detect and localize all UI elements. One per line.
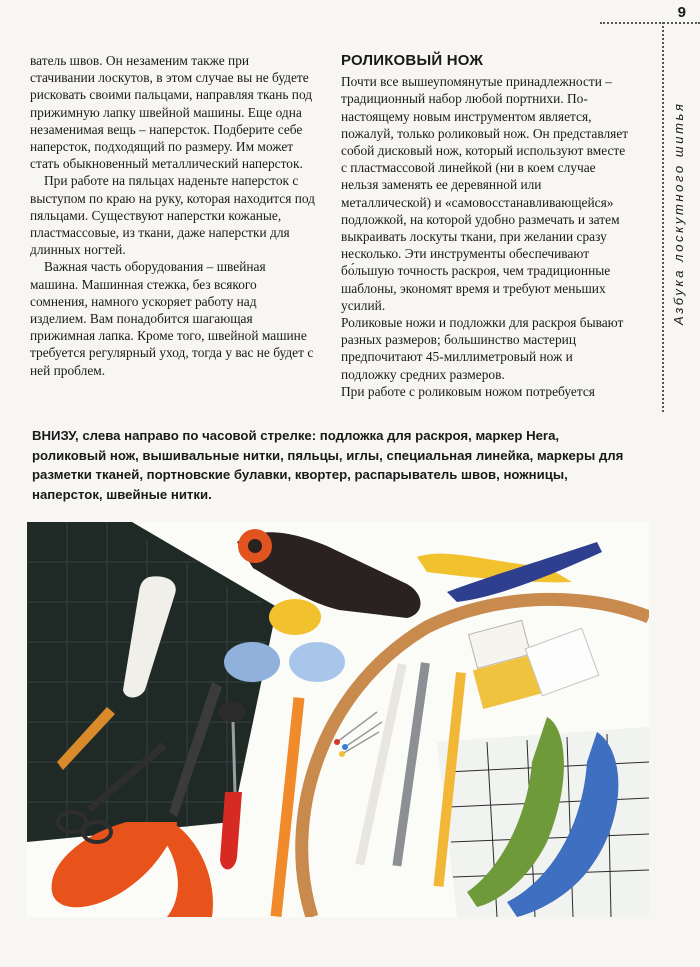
top-dotted-rule <box>600 22 700 24</box>
right-paragraph-3: При работе с роликовым ножом потребуется <box>341 383 595 399</box>
left-paragraph-1: ватель швов. Он незаменим также при стачивании лоскутов, в этом случае вы не будете рисковать своими пальцами, направляя ткань под прижимную лапку швейной машины. Еще одна незаменимая вещь – наперсток. Подберите себе наперсток, подходящий по размеру. Им может стать обыкновенный металлический наперсток. <box>30 53 313 172</box>
thread-spool-light-blue <box>224 642 280 682</box>
section-heading: РОЛИКОВЫЙ НОЖ <box>341 52 484 69</box>
left-text-column <box>30 52 315 379</box>
left-paragraph-2: При работе на пяльцах наденьте наперсток с выступом по краю на руку, которая находится под пяльцами. Существуют наперстки кожаные, пластмассовые, из ткани, даже наперстки для длинных ногтей. <box>30 173 315 258</box>
side-dotted-rule <box>662 22 664 412</box>
left-paragraph-3: Важная часть оборудования – швейная машина. Машинная стежка, без всякого сомнения, намного ускоряет работу над изделием. Вам понадобится шагающая прижимная лапка. Кроме того, швейной машине требуется регулярный уход, тогда у вас не будет с ней проблем. <box>30 259 314 378</box>
photo-caption: ВНИЗУ, слева направо по часовой стрелке: подложка для раскроя, маркер Hera, роликовый нож, вышивальные нитки, пяльцы, иглы, специальная линейка, маркеры для разметки тканей, портновские булавки, квортер, распарыватель швов, ножницы, наперсток, швейные нитки. <box>32 428 624 502</box>
side-running-title: Азбука лоскутного шитья <box>671 101 686 325</box>
thimble <box>218 702 246 722</box>
right-paragraph-1: Почти все вышеупомянутые принадлежности – традиционный набор любой портнихи. По-настоящему новым инструментом является, пожалуй, только роликовый нож. Он представляет собой дисковый нож, который используют вместе с пластмассовой линейкой (ни в коем случае нельзя заменять ее деревянной или металлической) и «самовосстанавливающейся» подложкой, на которой удобно размечать и затем выкраивать лоскуты ткани, при желании сразу несколько. Эти инструменты обеспечивают бо́льшую точность раскроя, чем традиционные шаблоны, экономят время и требуют меньших усилий. <box>341 74 629 313</box>
page-number: 9 <box>677 4 686 21</box>
right-text-column <box>341 52 631 400</box>
thread-spool-blue <box>289 642 345 682</box>
right-paragraph-2: Роликовые ножи и подложки для раскроя бывают разных размеров; большинство мастериц предпочитают 45-миллиметровый нож и подложку средних размеров. <box>341 315 624 382</box>
thread-spool-yellow <box>269 599 321 635</box>
sewing-tools-photo <box>27 522 649 917</box>
